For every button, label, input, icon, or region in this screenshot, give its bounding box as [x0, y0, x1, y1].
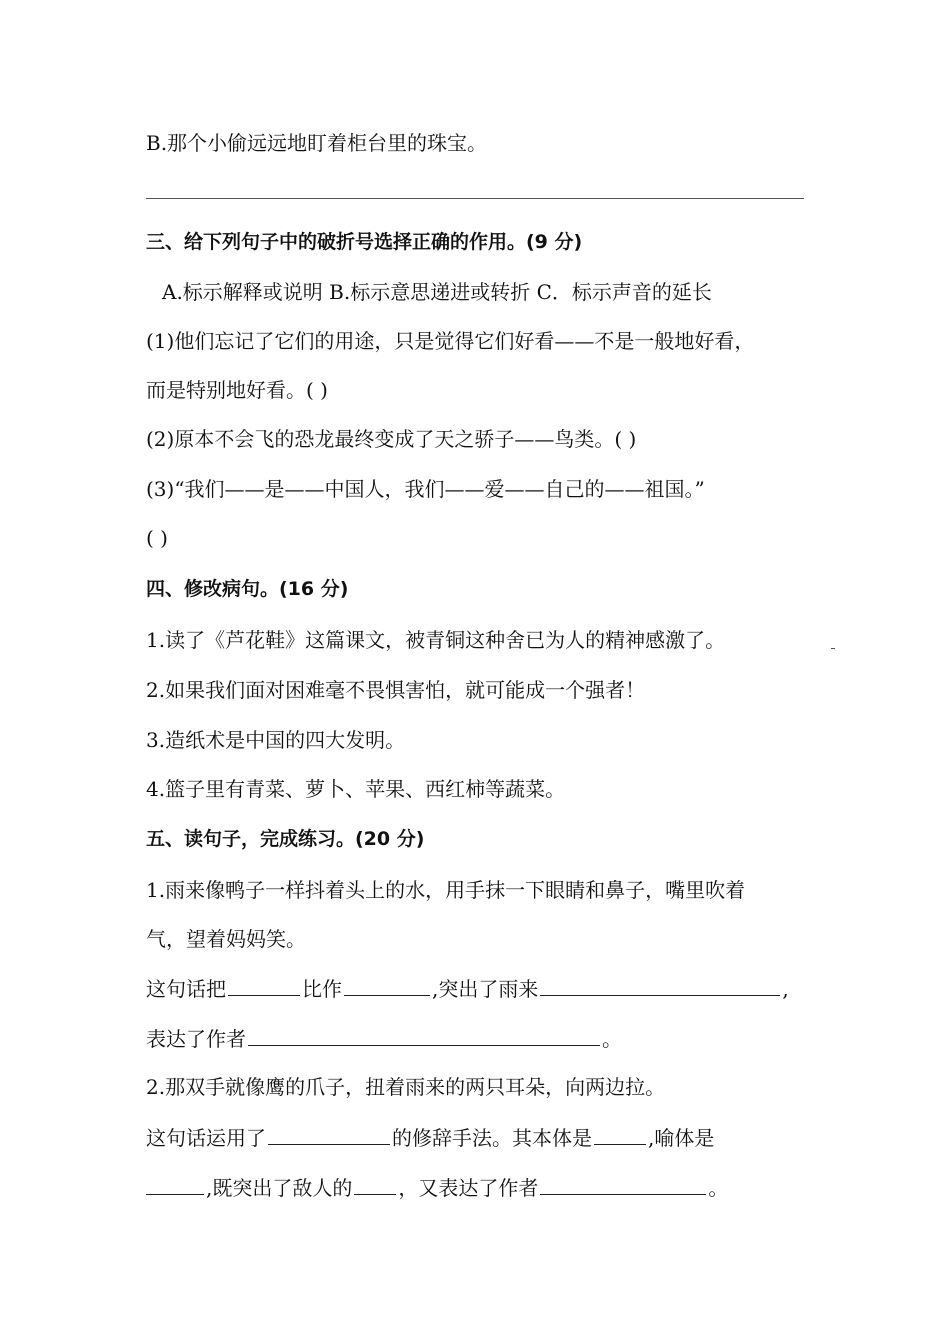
blank-vehicle[interactable] — [344, 975, 430, 996]
blank-vehicle-2[interactable] — [146, 1174, 204, 1195]
blank-author-feeling-2[interactable] — [540, 1174, 706, 1195]
fill-text: ,喻体是 — [648, 1126, 715, 1150]
question-1-line-1: (1)他们忘记了它们的用途，只是觉得它们好看——不是一般地好看， — [146, 329, 755, 353]
answer-line — [146, 198, 804, 199]
fill-row-3 — [146, 1124, 714, 1151]
fill-row-1 — [146, 975, 789, 1002]
sentence-2: 2.如果我们面对困难毫不畏惧害怕，就可能成一个强者！ — [146, 678, 646, 702]
blank-tenor[interactable] — [228, 975, 300, 996]
fill-text: ，又表达了作者 — [398, 1176, 539, 1200]
fill-text: 。 — [602, 1027, 622, 1051]
blank-tenor-2[interactable] — [594, 1124, 646, 1145]
fill-text: 的修辞手法。其本体是 — [392, 1126, 592, 1150]
exercise-2: 2.那双手就像鹰的爪子，扭着雨来的两只耳朵，向两边拉。 — [146, 1075, 666, 1099]
fill-text: 比作 — [302, 977, 342, 1001]
fill-text: , — [782, 977, 789, 1001]
blank-rhetoric[interactable] — [268, 1124, 390, 1145]
fill-text: ,既突出了敌人的 — [206, 1176, 353, 1200]
fill-text: 这句话运用了 — [146, 1126, 266, 1150]
exercise-1-line-2: 气，望着妈妈笑。 — [146, 927, 306, 951]
question-2: (2)原本不会飞的恐龙最终变成了天之骄子——鸟类。( ) — [146, 427, 637, 451]
section-3-heading: 三、给下列句子中的破折号选择正确的作用。(9 分) — [146, 231, 583, 253]
blank-enemy-trait[interactable] — [354, 1174, 396, 1195]
question-3-line-1: (3)“我们——是——中国人，我们——爱——自己的——祖国。” — [146, 477, 705, 501]
answer-option-b: B.那个小偷远远地盯着柜台里的珠宝。 — [146, 131, 488, 155]
fill-row-2 — [146, 1025, 622, 1052]
section-4-heading: 四、修改病句。(16 分) — [146, 578, 349, 600]
fill-text: 表达了作者 — [146, 1027, 246, 1051]
sentence-4: 4.篮子里有青菜、萝卜、苹果、西红柿等蔬菜。 — [146, 777, 566, 801]
fill-text: 。 — [708, 1176, 729, 1200]
blank-highlight[interactable] — [540, 975, 780, 996]
sentence-1: 1.读了《芦花鞋》这篇课文，被青铜这种舍已为人的精神感激了。 — [146, 628, 726, 652]
stray-mark — [831, 648, 835, 649]
sentence-3: 3.造纸术是中国的四大发明。 — [146, 728, 406, 752]
dash-function-options: A.标示解释或说明 B.标示意思递进或转折 C．标示声音的延长 — [162, 280, 712, 304]
fill-text: 这句话把 — [146, 977, 226, 1001]
section-5-heading: 五、读句子，完成练习。(20 分) — [146, 828, 425, 850]
exercise-1-line-1: 1.雨来像鸭子一样抖着头上的水，用手抹一下眼睛和鼻子，嘴里吹着 — [146, 878, 746, 902]
fill-text: ,突出了雨来 — [432, 977, 539, 1001]
question-3-line-2: ( ) — [146, 526, 168, 550]
blank-author-feeling[interactable] — [248, 1025, 600, 1046]
fill-row-4 — [146, 1174, 728, 1201]
question-1-line-2: 而是特别地好看。( ) — [146, 378, 328, 402]
